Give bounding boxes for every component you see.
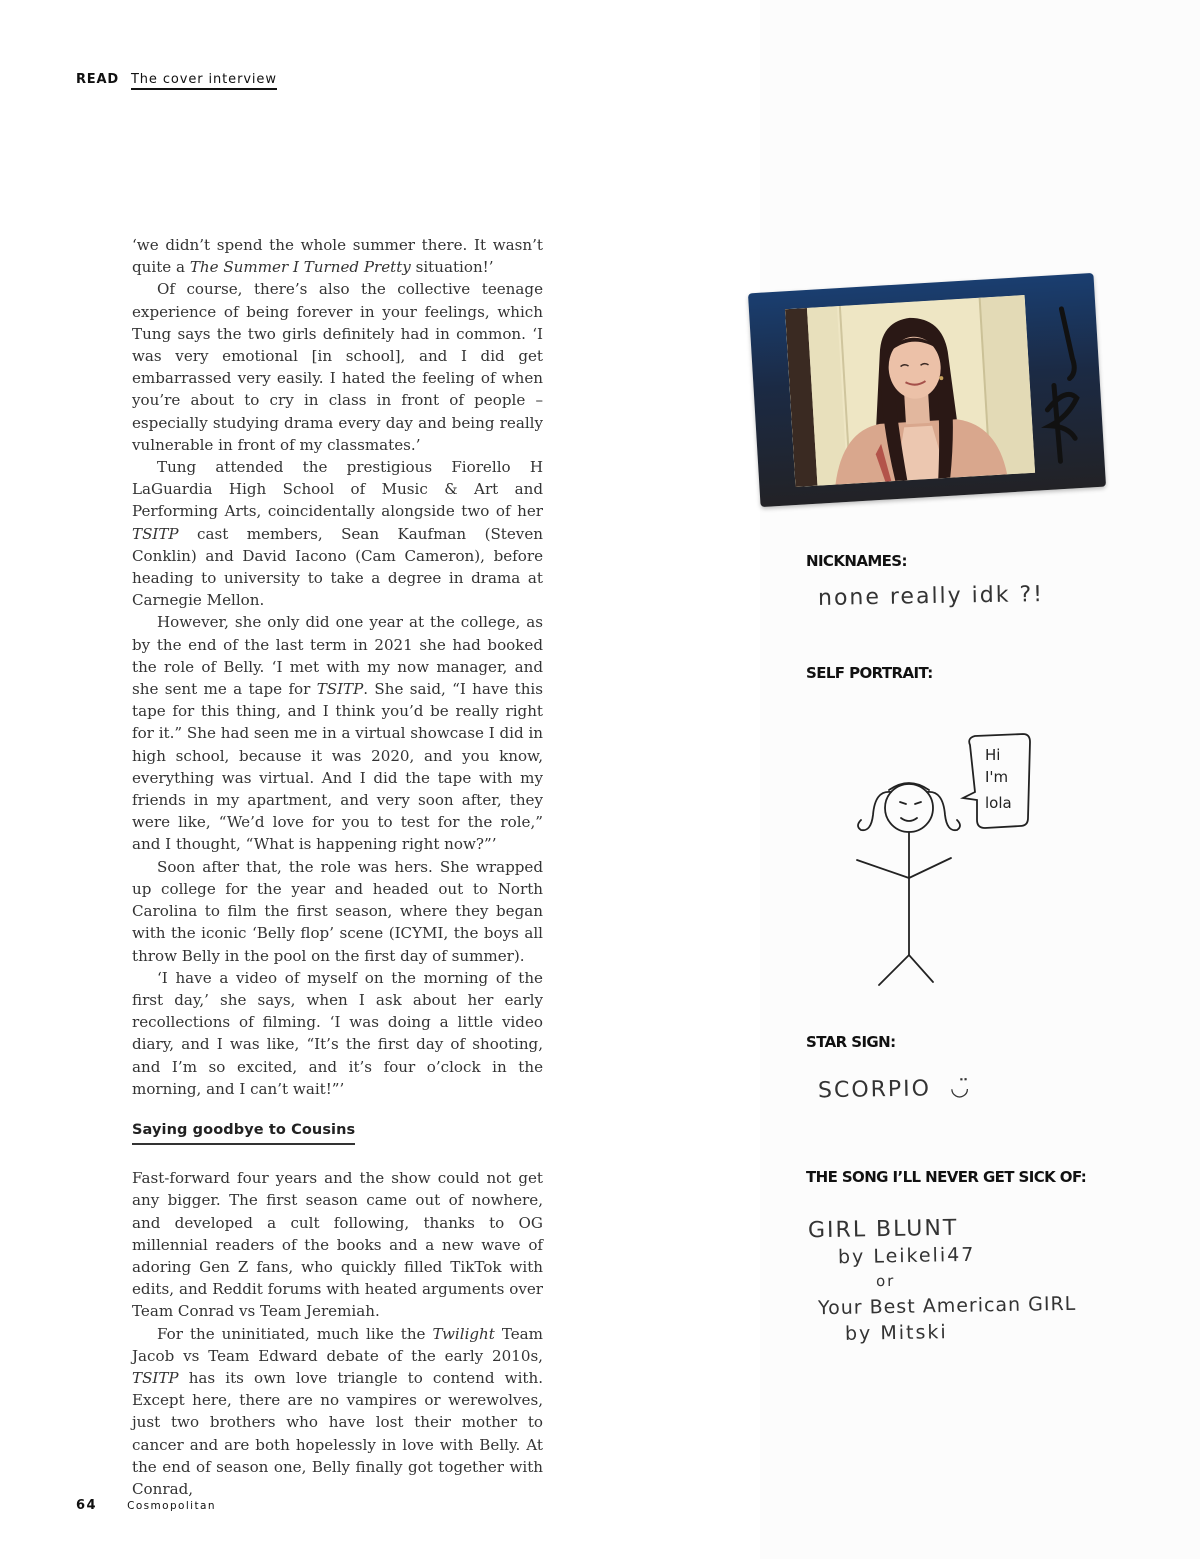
text-run: Soon after that, the role was hers. She wrapped up college for the year and headed out to North Carolina to film the first season, where they began with the iconic ‘Belly flop’ scene (ICYMI, the boys all throw Belly in the pool on the first day of summer). xyxy=(132,857,543,965)
paragraph xyxy=(132,234,543,278)
page-footer xyxy=(76,1498,216,1513)
polaroid-photo xyxy=(748,273,1106,507)
text-run: ‘I have a video of myself on the morning of the first day,’ she says, when I ask about her early recollections of filming. ‘I was doing a little video diary, and I was like, “It’s the first day of shooting, and I’m so excited, and it’s four o’clock in the morning, and I can’t wait!”’ xyxy=(132,968,543,1098)
photo-illustration xyxy=(785,295,1035,487)
portrait-photo xyxy=(785,295,1035,487)
star-sign-value: SCORPIO xyxy=(817,1076,932,1104)
paragraph xyxy=(132,1167,543,1322)
song-line-3: or xyxy=(875,1271,896,1291)
magazine-name: Cosmopolitan xyxy=(127,1500,216,1512)
article-part-2 xyxy=(132,1167,543,1500)
page-number: 64 xyxy=(76,1498,98,1513)
song-label: THE SONG I’LL NEVER GET SICK OF: xyxy=(806,1168,1087,1186)
nicknames-answer: none really idk ?! xyxy=(817,582,1045,611)
song-line-2: by Leikeli47 xyxy=(837,1243,976,1269)
stick-figure-icon xyxy=(845,720,1045,995)
article-part-1 xyxy=(132,234,543,1100)
paragraph xyxy=(132,856,543,967)
speech-line-1: Hi xyxy=(985,746,1001,764)
song-line-5: by Mitski xyxy=(844,1321,948,1345)
italic-title: TSITP xyxy=(316,680,364,699)
text-run: However, she only did one year at the college, as by the end of the last term in 2021 she had booked the role of Belly. ‘I met with my now manager, and she sent me a tape for xyxy=(132,613,543,699)
song-line-1: GIRL BLUNT xyxy=(807,1215,959,1244)
italic-title: Twilight xyxy=(432,1324,495,1343)
song-line-4: Your Best American GIRL xyxy=(817,1292,1077,1320)
self-portrait-drawing xyxy=(845,720,1045,995)
nicknames-label: NICKNAMES: xyxy=(806,552,907,570)
text-run: Team Jacob vs Team Edward debate of the early 2010s, xyxy=(132,1324,543,1365)
text-run: Tung attended the prestigious Fiorello H LaGuardia High School of Music & Art and Performing Arts, coincidentally alongside two of her xyxy=(132,458,543,521)
italic-title: TSITP xyxy=(132,1368,179,1387)
paragraph xyxy=(132,278,543,456)
paragraph xyxy=(132,611,543,855)
speech-line-2: I'm xyxy=(985,768,1009,786)
article-body xyxy=(132,234,543,1500)
text-run: Of course, there’s also the collective teenage experience of being forever in your feelings, which Tung says the two girls definitely had in common. ‘I was very emotional [in school], and I did get embarrassed very easily. I hated the feeling of when you’re about to cry in class in front of people – especially studying drama every day and being really vulnerable in front of my classmates.’ xyxy=(132,280,543,454)
text-run: situation!’ xyxy=(410,258,494,277)
paragraph xyxy=(132,967,543,1100)
text-run: has its own love triangle to contend with. Except here, there are no vampires or werewolves, just two brothers who have lost their mother to cancer and are both hopelessly in love with Belly. At the end of season one, Belly finally got together with Conrad, xyxy=(132,1368,543,1498)
speech-line-3: lola xyxy=(985,794,1012,812)
star-sign-label: STAR SIGN: xyxy=(806,1033,896,1051)
paragraph xyxy=(132,1323,543,1501)
text-run: Fast-forward four years and the show could not get any bigger. The first season came out of nowhere, and developed a cult following, thanks to OG millennial readers of the books and a new wave of adoring Gen Z fans, who quickly filled TikTok with edits, and Reddit forums with heated arguments over Team Conrad vs Team Jeremiah. xyxy=(132,1169,543,1321)
section-header xyxy=(76,72,277,90)
text-run: ‘we didn’t spend the whole summer there. It wasn’t quite a xyxy=(132,236,543,277)
italic-title: TSITP xyxy=(132,524,179,543)
text-run: For the uninitiated, much like the xyxy=(157,1324,433,1343)
text-run: . She said, “I have this tape for this thing, and I think you’d be really right for it.” She had seen me in a virtual showcase I did in high school, because it was 2020, and you know, everything was virtual. And I did the tape with my friends in my apartment, and very soon after, they were like, “We’d love for you to test for the role,” and I thought, “What is happening right now?”’ xyxy=(132,680,544,854)
paragraph xyxy=(132,456,543,611)
italic-title: The Summer I Turned Pretty xyxy=(189,258,411,277)
smiley-icon: ◡̈ xyxy=(949,1075,972,1102)
section-label: READ xyxy=(76,72,119,87)
text-run: cast members, Sean Kaufman (Steven Conklin) and David Iacono (Cam Cameron), before heading to university to take a degree in drama at Carnegie Mellon. xyxy=(132,524,543,610)
signature-icon xyxy=(1020,287,1101,481)
star-sign-answer xyxy=(818,1076,972,1104)
subheading: Saying goodbye to Cousins xyxy=(132,1119,355,1145)
section-title-link[interactable]: The cover interview xyxy=(131,72,277,90)
self-portrait-label: SELF PORTRAIT: xyxy=(806,664,933,682)
